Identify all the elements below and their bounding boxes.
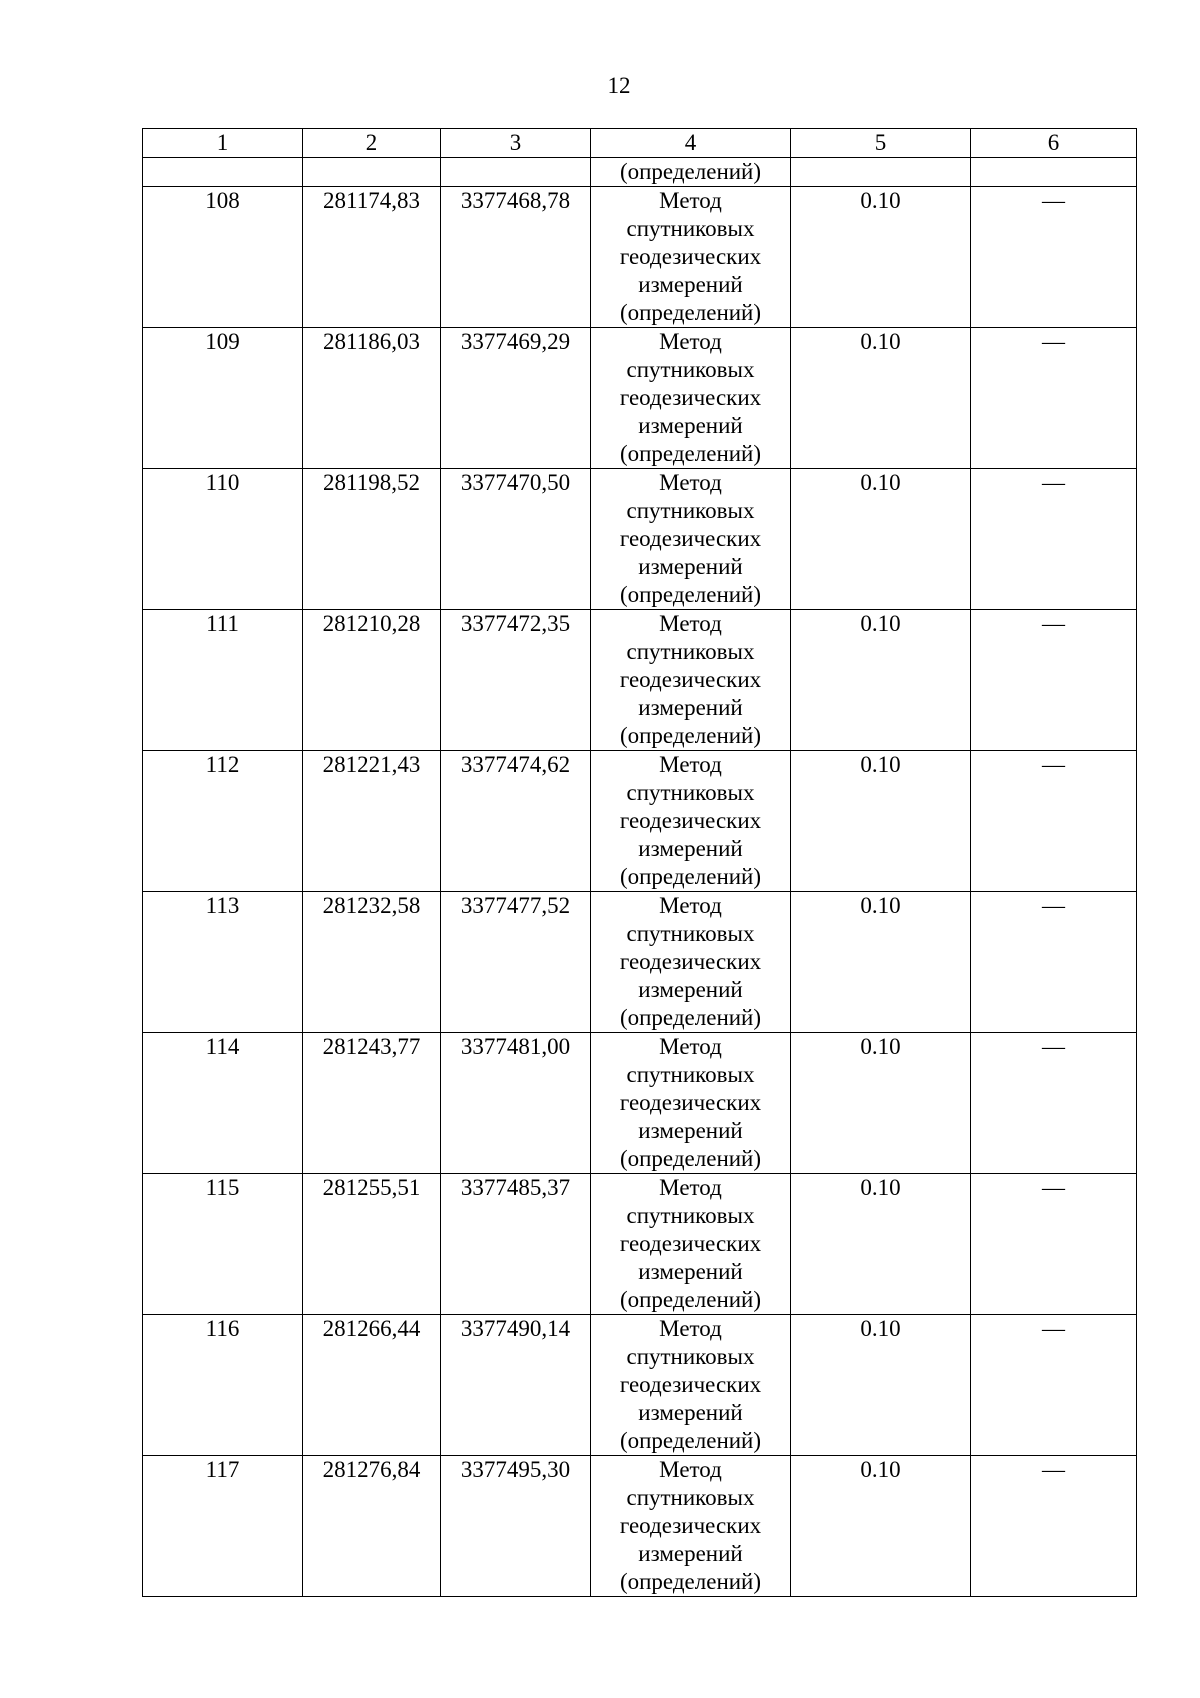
note-cell: —	[971, 610, 1137, 751]
method-line: спутниковых	[626, 1344, 755, 1369]
y-coordinate-cell: 3377472,35	[441, 610, 591, 751]
method-cell	[591, 469, 791, 610]
y-coordinate-cell: 3377468,78	[441, 187, 591, 328]
point-number-cell: 113	[143, 892, 303, 1033]
column-number: 4	[591, 129, 791, 158]
note-cell: —	[971, 1174, 1137, 1315]
method-line: спутниковых	[626, 498, 755, 523]
method-line: Метод	[659, 1316, 722, 1341]
table-row	[143, 1456, 1137, 1597]
continuation-cell: (определений)	[591, 158, 791, 187]
method-line: (определений)	[619, 1428, 762, 1453]
table-row	[143, 610, 1137, 751]
point-number-cell: 117	[143, 1456, 303, 1597]
method-line: измерений	[638, 413, 743, 438]
x-coordinate-cell: 281221,43	[303, 751, 441, 892]
continuation-cell	[971, 158, 1137, 187]
method-line: измерений	[638, 272, 743, 297]
method-line: геодезических	[619, 1090, 762, 1115]
y-coordinate-cell: 3377495,30	[441, 1456, 591, 1597]
y-coordinate-cell: 3377481,00	[441, 1033, 591, 1174]
method-line: (определений)	[619, 441, 762, 466]
point-number-cell: 116	[143, 1315, 303, 1456]
point-number-cell: 108	[143, 187, 303, 328]
method-line: измерений	[638, 1118, 743, 1143]
method-cell	[591, 751, 791, 892]
note-cell: —	[971, 187, 1137, 328]
x-coordinate-cell: 281276,84	[303, 1456, 441, 1597]
y-coordinate-cell: 3377474,62	[441, 751, 591, 892]
method-line: геодезических	[619, 949, 762, 974]
accuracy-cell: 0.10	[791, 751, 971, 892]
x-coordinate-cell: 281198,52	[303, 469, 441, 610]
note-cell: —	[971, 1315, 1137, 1456]
method-line: (определений)	[619, 723, 762, 748]
continuation-cell	[791, 158, 971, 187]
method-line: Метод	[659, 893, 722, 918]
method-line: Метод	[659, 611, 722, 636]
method-line: спутниковых	[626, 357, 755, 382]
x-coordinate-cell: 281232,58	[303, 892, 441, 1033]
method-cell	[591, 610, 791, 751]
method-line: Метод	[659, 188, 722, 213]
note-cell: —	[971, 1456, 1137, 1597]
method-cell	[591, 1315, 791, 1456]
method-line: геодезических	[619, 808, 762, 833]
method-line: спутниковых	[626, 1062, 755, 1087]
method-line: измерений	[638, 1400, 743, 1425]
y-coordinate-cell: 3377477,52	[441, 892, 591, 1033]
accuracy-cell: 0.10	[791, 1033, 971, 1174]
method-line: геодезических	[619, 1372, 762, 1397]
accuracy-cell: 0.10	[791, 892, 971, 1033]
method-line: геодезических	[619, 1231, 762, 1256]
method-cell	[591, 187, 791, 328]
method-line: геодезических	[619, 385, 762, 410]
x-coordinate-cell: 281210,28	[303, 610, 441, 751]
note-cell: —	[971, 751, 1137, 892]
method-line: Метод	[659, 1457, 722, 1482]
method-cell	[591, 1033, 791, 1174]
method-line: геодезических	[619, 526, 762, 551]
method-line: (определений)	[619, 1005, 762, 1030]
method-line: геодезических	[619, 667, 762, 692]
x-coordinate-cell: 281266,44	[303, 1315, 441, 1456]
method-line: спутниковых	[626, 639, 755, 664]
y-coordinate-cell: 3377469,29	[441, 328, 591, 469]
method-line: (определений)	[619, 1146, 762, 1171]
accuracy-cell: 0.10	[791, 328, 971, 469]
method-line: (определений)	[619, 864, 762, 889]
table-row	[143, 1033, 1137, 1174]
method-line: спутниковых	[626, 216, 755, 241]
y-coordinate-cell: 3377490,14	[441, 1315, 591, 1456]
method-cell	[591, 328, 791, 469]
method-line: спутниковых	[626, 780, 755, 805]
point-number-cell: 111	[143, 610, 303, 751]
table-row	[143, 187, 1137, 328]
note-cell: —	[971, 892, 1137, 1033]
method-line: измерений	[638, 836, 743, 861]
point-number-cell: 110	[143, 469, 303, 610]
method-cell	[591, 1174, 791, 1315]
column-number: 2	[303, 129, 441, 158]
method-line: спутниковых	[626, 1485, 755, 1510]
note-cell: —	[971, 1033, 1137, 1174]
accuracy-cell: 0.10	[791, 1456, 971, 1597]
y-coordinate-cell: 3377485,37	[441, 1174, 591, 1315]
method-line: спутниковых	[626, 921, 755, 946]
table-row	[143, 892, 1137, 1033]
note-cell: —	[971, 469, 1137, 610]
column-number-row	[143, 129, 1137, 158]
method-line: измерений	[638, 977, 743, 1002]
accuracy-cell: 0.10	[791, 1315, 971, 1456]
method-line: (определений)	[619, 1287, 762, 1312]
method-line: Метод	[659, 1034, 722, 1059]
continuation-cell	[303, 158, 441, 187]
column-number: 3	[441, 129, 591, 158]
table-row	[143, 751, 1137, 892]
column-number: 1	[143, 129, 303, 158]
table-row	[143, 1174, 1137, 1315]
point-number-cell: 115	[143, 1174, 303, 1315]
method-line: измерений	[638, 695, 743, 720]
x-coordinate-cell: 281186,03	[303, 328, 441, 469]
note-cell: —	[971, 328, 1137, 469]
column-number: 5	[791, 129, 971, 158]
method-line: геодезических	[619, 1513, 762, 1538]
y-coordinate-cell: 3377470,50	[441, 469, 591, 610]
method-line: геодезических	[619, 244, 762, 269]
accuracy-cell: 0.10	[791, 187, 971, 328]
point-number-cell: 114	[143, 1033, 303, 1174]
method-line: Метод	[659, 470, 722, 495]
method-line: Метод	[659, 1175, 722, 1200]
method-line: измерений	[638, 554, 743, 579]
point-number-cell: 112	[143, 751, 303, 892]
method-line: измерений	[638, 1541, 743, 1566]
method-line: спутниковых	[626, 1203, 755, 1228]
continuation-cell	[143, 158, 303, 187]
x-coordinate-cell: 281255,51	[303, 1174, 441, 1315]
page-number: 12	[607, 73, 631, 98]
table-row	[143, 469, 1137, 610]
method-line: измерений	[638, 1259, 743, 1284]
x-coordinate-cell: 281243,77	[303, 1033, 441, 1174]
table-row	[143, 328, 1137, 469]
column-number: 6	[971, 129, 1137, 158]
accuracy-cell: 0.10	[791, 469, 971, 610]
accuracy-cell: 0.10	[791, 1174, 971, 1315]
method-line: (определений)	[619, 300, 762, 325]
method-cell	[591, 892, 791, 1033]
method-cell	[591, 1456, 791, 1597]
method-line: (определений)	[619, 1569, 762, 1594]
method-line: Метод	[659, 329, 722, 354]
coordinates-table	[142, 128, 1137, 1597]
accuracy-cell: 0.10	[791, 610, 971, 751]
continuation-cell	[441, 158, 591, 187]
method-line: (определений)	[619, 582, 762, 607]
table-row	[143, 1315, 1137, 1456]
x-coordinate-cell: 281174,83	[303, 187, 441, 328]
point-number-cell: 109	[143, 328, 303, 469]
method-line: Метод	[659, 752, 722, 777]
continuation-row	[143, 158, 1137, 187]
